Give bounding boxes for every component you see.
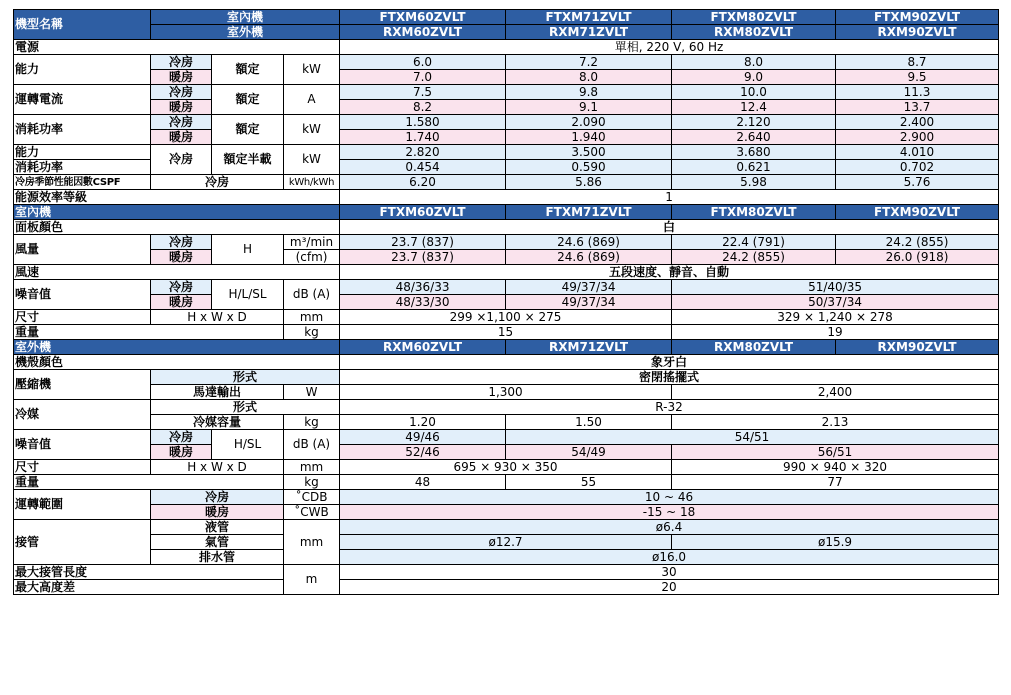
outdoor-weight-1: 48 xyxy=(340,475,506,490)
unit-mm: mm xyxy=(284,310,340,325)
power-heat-1: 1.740 xyxy=(340,130,506,145)
capacity-heat-2: 8.0 xyxy=(506,70,672,85)
unit-kg: kg xyxy=(284,475,340,490)
outdoor-noise-cool-2: 54/51 xyxy=(506,430,999,445)
power-consumption-label: 消耗功率 xyxy=(14,115,151,145)
indoor-noise-heat-row xyxy=(14,295,999,310)
cool-label: 冷房 xyxy=(151,430,212,445)
charge-2: 1.50 xyxy=(506,415,672,430)
charge-label: 冷媒容量 xyxy=(151,415,284,430)
outdoor-noise-label: 噪音值 xyxy=(14,430,151,460)
compressor-type-row xyxy=(14,370,999,385)
indoor-dims-1: 299 ×1,100 × 275 xyxy=(340,310,672,325)
liquid-label: 液管 xyxy=(151,520,284,535)
liquid-value: ø6.4 xyxy=(340,520,999,535)
drain-value: ø16.0 xyxy=(340,550,999,565)
indoor-model-2: FTXM71ZVLT xyxy=(506,10,672,25)
capacity-cool-3: 8.0 xyxy=(672,55,836,70)
half-power-4: 0.702 xyxy=(836,160,999,175)
outdoor-noise-heat-3: 56/51 xyxy=(672,445,999,460)
airflow-unit-1: m³/min xyxy=(284,235,340,250)
range-cool-value: 10 ~ 46 xyxy=(340,490,999,505)
half-capacity-4: 4.010 xyxy=(836,145,999,160)
half-capacity-2: 3.500 xyxy=(506,145,672,160)
indoor-weight-2: 19 xyxy=(672,325,999,340)
airflow-label: 風量 xyxy=(14,235,151,265)
fan-speed-row xyxy=(14,265,999,280)
unit-db: dB (A) xyxy=(284,280,340,310)
power-cool-2: 2.090 xyxy=(506,115,672,130)
indoor-section-row xyxy=(14,205,999,220)
capacity-heat-3: 9.0 xyxy=(672,70,836,85)
unit-kg: kg xyxy=(284,325,340,340)
heat-label: 暖房 xyxy=(151,250,212,265)
airflow-heat-4: 26.0 (918) xyxy=(836,250,999,265)
unit-kwh: kWh/kWh xyxy=(284,175,340,190)
range-heat-value: -15 ~ 18 xyxy=(340,505,999,520)
cspf-label: 冷房季節性能因數CSPF xyxy=(14,175,151,190)
power-row xyxy=(14,40,999,55)
compressor-type-value: 密閉搖擺式 xyxy=(340,370,999,385)
half-capacity-1: 2.820 xyxy=(340,145,506,160)
half-capacity-label: 能力 xyxy=(14,145,151,160)
current-heat-2: 9.1 xyxy=(506,100,672,115)
panel-color-value: 白 xyxy=(340,220,999,235)
rated-label: 額定 xyxy=(212,85,284,115)
unit-mm: mm xyxy=(284,460,340,475)
unit-kw: kW xyxy=(284,115,340,145)
charge-row xyxy=(14,415,999,430)
indoor-section-model-3: FTXM80ZVLT xyxy=(672,205,836,220)
max-length-label: 最大接管長度 xyxy=(14,565,284,580)
half-rated-label: 額定半載 xyxy=(212,145,284,175)
capacity-heat-row xyxy=(14,70,999,85)
cool-label: 冷房 xyxy=(151,115,212,130)
indoor-section-model-2: FTXM71ZVLT xyxy=(506,205,672,220)
heat-label: 暖房 xyxy=(151,445,212,460)
airflow-cool-3: 22.4 (791) xyxy=(672,235,836,250)
outdoor-dims-label: 尺寸 xyxy=(14,460,151,475)
header-row-indoor xyxy=(14,10,999,25)
current-heat-3: 12.4 xyxy=(672,100,836,115)
unit-db: dB (A) xyxy=(284,430,340,460)
current-heat-4: 13.7 xyxy=(836,100,999,115)
max-length-row xyxy=(14,565,999,580)
gas-row xyxy=(14,535,999,550)
rated-label: 額定 xyxy=(212,55,284,85)
outdoor-unit-header: 室外機 xyxy=(151,25,340,40)
piping-label: 接管 xyxy=(14,520,151,565)
indoor-section-model-4: FTXM90ZVLT xyxy=(836,205,999,220)
capacity-heat-4: 9.5 xyxy=(836,70,999,85)
range-label: 運轉範圍 xyxy=(14,490,151,520)
heat-label: 暖房 xyxy=(151,295,212,310)
refrigerant-type-label: 形式 xyxy=(151,400,340,415)
indoor-model-1: FTXM60ZVLT xyxy=(340,10,506,25)
cspf-2: 5.86 xyxy=(506,175,672,190)
charge-3: 2.13 xyxy=(672,415,999,430)
indoor-noise-label: 噪音值 xyxy=(14,280,151,310)
efficiency-value: 1 xyxy=(340,190,999,205)
current-label: 運轉電流 xyxy=(14,85,151,115)
outdoor-weight-row xyxy=(14,475,999,490)
indoor-dims-label: 尺寸 xyxy=(14,310,151,325)
indoor-model-3: FTXM80ZVLT xyxy=(672,10,836,25)
casing-value: 象牙白 xyxy=(340,355,999,370)
rated-label: 額定 xyxy=(212,115,284,145)
charge-1: 1.20 xyxy=(340,415,506,430)
airflow-heat-2: 24.6 (869) xyxy=(506,250,672,265)
compressor-label: 壓縮機 xyxy=(14,370,151,400)
airflow-cool-2: 24.6 (869) xyxy=(506,235,672,250)
refrigerant-label: 冷媒 xyxy=(14,400,151,430)
cspf-3: 5.98 xyxy=(672,175,836,190)
hwd-label: H x W x D xyxy=(151,460,284,475)
fan-speed-label: 風速 xyxy=(14,265,340,280)
cool-label: 冷房 xyxy=(151,145,212,175)
current-cool-4: 11.3 xyxy=(836,85,999,100)
half-power-1: 0.454 xyxy=(340,160,506,175)
panel-color-row xyxy=(14,220,999,235)
indoor-dims-2: 329 × 1,240 × 278 xyxy=(672,310,999,325)
cool-label: 冷房 xyxy=(151,175,284,190)
unit-cdb: ˚CDB xyxy=(284,490,340,505)
drain-label: 排水管 xyxy=(151,550,284,565)
motor-2: 2,400 xyxy=(672,385,999,400)
compressor-type-label: 形式 xyxy=(151,370,340,385)
max-height-row xyxy=(14,580,999,595)
outdoor-noise-heat-1: 52/46 xyxy=(340,445,506,460)
outdoor-noise-heat-2: 54/49 xyxy=(506,445,672,460)
outdoor-noise-cool-1: 49/46 xyxy=(340,430,506,445)
capacity-cool-2: 7.2 xyxy=(506,55,672,70)
max-length-value: 30 xyxy=(340,565,999,580)
unit-kw: kW xyxy=(284,55,340,85)
max-height-label: 最大高度差 xyxy=(14,580,284,595)
unit-m: m xyxy=(284,565,340,595)
efficiency-row xyxy=(14,190,999,205)
capacity-cool-row xyxy=(14,55,999,70)
max-height-value: 20 xyxy=(340,580,999,595)
indoor-dims-row xyxy=(14,310,999,325)
motor-1: 1,300 xyxy=(340,385,672,400)
airflow-cool-row xyxy=(14,235,999,250)
current-cool-2: 9.8 xyxy=(506,85,672,100)
cool-label: 冷房 xyxy=(151,490,284,505)
outdoor-model-3: RXM80ZVLT xyxy=(672,25,836,40)
range-heat-row xyxy=(14,505,999,520)
gas-1: ø12.7 xyxy=(340,535,672,550)
indoor-noise-cool-row xyxy=(14,280,999,295)
outdoor-section-row xyxy=(14,340,999,355)
indoor-weight-label: 重量 xyxy=(14,325,284,340)
power-heat-2: 1.940 xyxy=(506,130,672,145)
unit-cwb: ˚CWB xyxy=(284,505,340,520)
current-cool-3: 10.0 xyxy=(672,85,836,100)
unit-kw: kW xyxy=(284,145,340,175)
outdoor-dims-1: 695 × 930 × 350 xyxy=(340,460,672,475)
outdoor-weight-3: 77 xyxy=(672,475,999,490)
indoor-weight-row xyxy=(14,325,999,340)
airflow-heat-1: 23.7 (837) xyxy=(340,250,506,265)
hlsl-label: H/L/SL xyxy=(212,280,284,310)
hsl-label: H/SL xyxy=(212,430,284,460)
power-heat-3: 2.640 xyxy=(672,130,836,145)
outdoor-model-1: RXM60ZVLT xyxy=(340,25,506,40)
current-heat-1: 8.2 xyxy=(340,100,506,115)
gas-label: 氣管 xyxy=(151,535,284,550)
outdoor-dims-2: 990 × 940 × 320 xyxy=(672,460,999,475)
airflow-heat-3: 24.2 (855) xyxy=(672,250,836,265)
outdoor-section-title: 室外機 xyxy=(14,340,340,355)
capacity-cool-4: 8.7 xyxy=(836,55,999,70)
range-cool-row xyxy=(14,490,999,505)
outdoor-section-model-1: RXM60ZVLT xyxy=(340,340,506,355)
unit-mm: mm xyxy=(284,520,340,565)
power-cool-4: 2.400 xyxy=(836,115,999,130)
cspf-1: 6.20 xyxy=(340,175,506,190)
cool-label: 冷房 xyxy=(151,280,212,295)
heat-label: 暖房 xyxy=(151,130,212,145)
cspf-row xyxy=(14,175,999,190)
outdoor-model-2: RXM71ZVLT xyxy=(506,25,672,40)
outdoor-model-4: RXM90ZVLT xyxy=(836,25,999,40)
indoor-section-title: 室內機 xyxy=(14,205,340,220)
header-row-outdoor xyxy=(14,25,999,40)
heat-label: 暖房 xyxy=(151,70,212,85)
airflow-h-label: H xyxy=(212,235,284,265)
half-power-2: 0.590 xyxy=(506,160,672,175)
fan-speed-value: 五段速度、靜音、自動 xyxy=(340,265,999,280)
current-heat-row xyxy=(14,100,999,115)
panel-color-label: 面板顏色 xyxy=(14,220,340,235)
casing-label: 機殼顏色 xyxy=(14,355,340,370)
outdoor-weight-2: 55 xyxy=(506,475,672,490)
airflow-unit-2: (cfm) xyxy=(284,250,340,265)
indoor-noise-cool-2: 49/37/34 xyxy=(506,280,672,295)
hwd-label: H x W x D xyxy=(151,310,284,325)
power-cool-3: 2.120 xyxy=(672,115,836,130)
refrigerant-type-value: R-32 xyxy=(340,400,999,415)
cool-label: 冷房 xyxy=(151,55,212,70)
heat-label: 暖房 xyxy=(151,505,284,520)
indoor-noise-cool-3: 51/40/35 xyxy=(672,280,999,295)
unit-kg: kg xyxy=(284,415,340,430)
indoor-weight-1: 15 xyxy=(340,325,672,340)
indoor-model-4: FTXM90ZVLT xyxy=(836,10,999,25)
spec-table xyxy=(13,9,999,595)
current-cool-1: 7.5 xyxy=(340,85,506,100)
capacity-heat-1: 7.0 xyxy=(340,70,506,85)
refrigerant-type-row xyxy=(14,400,999,415)
airflow-cool-4: 24.2 (855) xyxy=(836,235,999,250)
cspf-4: 5.76 xyxy=(836,175,999,190)
cool-label: 冷房 xyxy=(151,85,212,100)
drain-row xyxy=(14,550,999,565)
airflow-heat-row xyxy=(14,250,999,265)
indoor-unit-header: 室內機 xyxy=(151,10,340,25)
outdoor-weight-label: 重量 xyxy=(14,475,284,490)
power-cool-1: 1.580 xyxy=(340,115,506,130)
power-label: 電源 xyxy=(14,40,340,55)
indoor-noise-cool-1: 48/36/33 xyxy=(340,280,506,295)
half-capacity-3: 3.680 xyxy=(672,145,836,160)
outdoor-noise-heat-row xyxy=(14,445,999,460)
indoor-section-model-1: FTXM60ZVLT xyxy=(340,205,506,220)
half-capacity-row xyxy=(14,145,999,160)
power-heat-4: 2.900 xyxy=(836,130,999,145)
outdoor-section-model-3: RXM80ZVLT xyxy=(672,340,836,355)
outdoor-section-model-2: RXM71ZVLT xyxy=(506,340,672,355)
unit-w: W xyxy=(284,385,340,400)
indoor-noise-heat-3: 50/37/34 xyxy=(672,295,999,310)
motor-label: 馬達輸出 xyxy=(151,385,284,400)
liquid-row xyxy=(14,520,999,535)
power-heat-row xyxy=(14,130,999,145)
unit-a: A xyxy=(284,85,340,115)
indoor-noise-heat-2: 49/37/34 xyxy=(506,295,672,310)
cool-label: 冷房 xyxy=(151,235,212,250)
current-cool-row xyxy=(14,85,999,100)
gas-2: ø15.9 xyxy=(672,535,999,550)
motor-row xyxy=(14,385,999,400)
outdoor-noise-cool-row xyxy=(14,430,999,445)
power-value: 單相, 220 V, 60 Hz xyxy=(340,40,999,55)
capacity-cool-1: 6.0 xyxy=(340,55,506,70)
casing-row xyxy=(14,355,999,370)
half-power-3: 0.621 xyxy=(672,160,836,175)
heat-label: 暖房 xyxy=(151,100,212,115)
efficiency-label: 能源效率等級 xyxy=(14,190,340,205)
model-name-label: 機型名稱 xyxy=(14,10,151,40)
power-cool-row xyxy=(14,115,999,130)
half-power-label: 消耗功率 xyxy=(14,160,151,175)
capacity-label: 能力 xyxy=(14,55,151,85)
outdoor-section-model-4: RXM90ZVLT xyxy=(836,340,999,355)
airflow-cool-1: 23.7 (837) xyxy=(340,235,506,250)
indoor-noise-heat-1: 48/33/30 xyxy=(340,295,506,310)
outdoor-dims-row xyxy=(14,460,999,475)
